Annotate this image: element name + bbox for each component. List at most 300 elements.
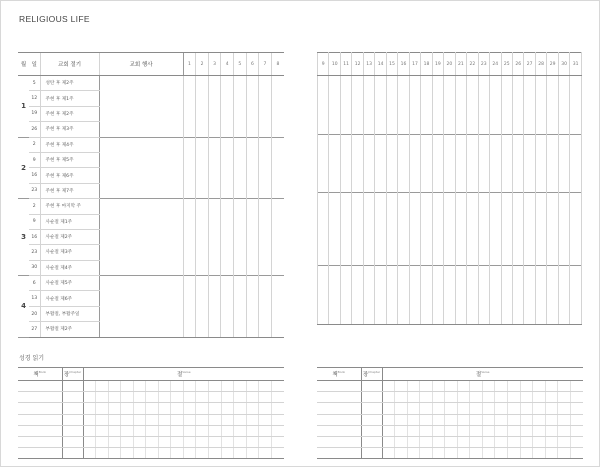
day-cell[interactable] bbox=[478, 236, 489, 250]
verse-cell[interactable] bbox=[432, 436, 445, 447]
day-cell[interactable] bbox=[490, 295, 501, 309]
day-cell[interactable] bbox=[340, 76, 351, 91]
day-cell[interactable] bbox=[340, 208, 351, 222]
day-cell[interactable] bbox=[444, 119, 455, 134]
day-cell[interactable] bbox=[221, 291, 234, 306]
verse-cell[interactable] bbox=[108, 414, 121, 425]
verse-cell[interactable] bbox=[570, 414, 583, 425]
day-cell[interactable] bbox=[386, 193, 397, 208]
verse-cell[interactable] bbox=[96, 392, 109, 403]
verse-cell[interactable] bbox=[407, 425, 420, 436]
day-cell[interactable] bbox=[467, 193, 478, 208]
verse-cell[interactable] bbox=[96, 403, 109, 414]
day-cell[interactable] bbox=[490, 105, 501, 119]
day-cell[interactable] bbox=[196, 183, 209, 198]
day-cell[interactable] bbox=[329, 236, 340, 250]
day-cell[interactable] bbox=[234, 245, 247, 260]
day-cell[interactable] bbox=[421, 149, 432, 163]
day-cell[interactable] bbox=[183, 260, 196, 275]
verse-cell[interactable] bbox=[420, 436, 433, 447]
day-cell[interactable] bbox=[547, 105, 558, 119]
day-cell[interactable] bbox=[318, 236, 329, 250]
day-cell[interactable] bbox=[375, 208, 386, 222]
book-cell[interactable] bbox=[317, 392, 361, 403]
day-cell[interactable] bbox=[432, 193, 443, 208]
day-cell[interactable] bbox=[455, 90, 466, 104]
day-cell[interactable] bbox=[246, 168, 259, 183]
chapter-cell[interactable] bbox=[62, 414, 83, 425]
day-cell[interactable] bbox=[558, 105, 569, 119]
day-cell[interactable] bbox=[352, 76, 363, 91]
verse-cell[interactable] bbox=[83, 381, 96, 392]
day-cell[interactable] bbox=[444, 105, 455, 119]
day-cell[interactable] bbox=[501, 222, 512, 236]
verse-cell[interactable] bbox=[495, 392, 508, 403]
day-cell[interactable] bbox=[234, 229, 247, 244]
day-cell[interactable] bbox=[259, 245, 272, 260]
verse-cell[interactable] bbox=[457, 448, 470, 459]
day-cell[interactable] bbox=[363, 163, 374, 177]
day-cell[interactable] bbox=[259, 183, 272, 198]
day-cell[interactable] bbox=[246, 199, 259, 214]
day-cell[interactable] bbox=[512, 163, 523, 177]
verse-cell[interactable] bbox=[96, 436, 109, 447]
day-cell[interactable] bbox=[558, 251, 569, 266]
verse-cell[interactable] bbox=[520, 425, 533, 436]
day-cell[interactable] bbox=[208, 306, 221, 321]
day-cell[interactable] bbox=[570, 266, 582, 281]
verse-cell[interactable] bbox=[470, 448, 483, 459]
verse-cell[interactable] bbox=[482, 425, 495, 436]
day-cell[interactable] bbox=[329, 222, 340, 236]
verse-cell[interactable] bbox=[221, 392, 234, 403]
day-cell[interactable] bbox=[246, 106, 259, 121]
day-cell[interactable] bbox=[467, 280, 478, 294]
day-cell[interactable] bbox=[386, 208, 397, 222]
verse-cell[interactable] bbox=[545, 436, 558, 447]
day-cell[interactable] bbox=[501, 178, 512, 193]
verse-cell[interactable] bbox=[121, 425, 134, 436]
verse-cell[interactable] bbox=[545, 403, 558, 414]
verse-cell[interactable] bbox=[208, 425, 221, 436]
verse-cell[interactable] bbox=[533, 448, 546, 459]
day-cell[interactable] bbox=[478, 222, 489, 236]
day-cell[interactable] bbox=[501, 280, 512, 294]
verse-cell[interactable] bbox=[133, 392, 146, 403]
verse-cell[interactable] bbox=[432, 414, 445, 425]
verse-cell[interactable] bbox=[507, 436, 520, 447]
day-cell[interactable] bbox=[421, 90, 432, 104]
day-cell[interactable] bbox=[524, 222, 535, 236]
day-cell[interactable] bbox=[398, 105, 409, 119]
day-cell[interactable] bbox=[535, 193, 546, 208]
day-cell[interactable] bbox=[535, 266, 546, 281]
day-cell[interactable] bbox=[363, 251, 374, 266]
day-cell[interactable] bbox=[208, 168, 221, 183]
verse-cell[interactable] bbox=[445, 381, 458, 392]
day-cell[interactable] bbox=[409, 280, 420, 294]
day-cell[interactable] bbox=[409, 208, 420, 222]
verse-cell[interactable] bbox=[271, 436, 284, 447]
day-cell[interactable] bbox=[558, 134, 569, 149]
day-cell[interactable] bbox=[386, 119, 397, 134]
verse-cell[interactable] bbox=[558, 448, 571, 459]
day-cell[interactable] bbox=[490, 280, 501, 294]
day-cell[interactable] bbox=[444, 222, 455, 236]
day-cell[interactable] bbox=[501, 119, 512, 134]
day-cell[interactable] bbox=[363, 90, 374, 104]
day-cell[interactable] bbox=[490, 149, 501, 163]
church-event-cell[interactable] bbox=[99, 106, 183, 121]
verse-cell[interactable] bbox=[208, 392, 221, 403]
day-cell[interactable] bbox=[196, 322, 209, 337]
day-cell[interactable] bbox=[444, 193, 455, 208]
day-cell[interactable] bbox=[208, 199, 221, 214]
verse-cell[interactable] bbox=[158, 448, 171, 459]
verse-cell[interactable] bbox=[520, 403, 533, 414]
verse-cell[interactable] bbox=[183, 381, 196, 392]
verse-cell[interactable] bbox=[183, 436, 196, 447]
day-cell[interactable] bbox=[196, 199, 209, 214]
verse-cell[interactable] bbox=[482, 392, 495, 403]
day-cell[interactable] bbox=[363, 76, 374, 91]
day-cell[interactable] bbox=[478, 90, 489, 104]
verse-cell[interactable] bbox=[208, 403, 221, 414]
day-cell[interactable] bbox=[535, 134, 546, 149]
day-cell[interactable] bbox=[196, 306, 209, 321]
verse-cell[interactable] bbox=[196, 436, 209, 447]
day-cell[interactable] bbox=[271, 291, 284, 306]
day-cell[interactable] bbox=[570, 149, 582, 163]
verse-cell[interactable] bbox=[96, 448, 109, 459]
verse-cell[interactable] bbox=[545, 414, 558, 425]
day-cell[interactable] bbox=[234, 183, 247, 198]
day-cell[interactable] bbox=[490, 236, 501, 250]
day-cell[interactable] bbox=[570, 134, 582, 149]
day-cell[interactable] bbox=[363, 222, 374, 236]
day-cell[interactable] bbox=[375, 251, 386, 266]
day-cell[interactable] bbox=[259, 106, 272, 121]
day-cell[interactable] bbox=[221, 229, 234, 244]
day-cell[interactable] bbox=[524, 193, 535, 208]
day-cell[interactable] bbox=[547, 163, 558, 177]
book-cell[interactable] bbox=[317, 436, 361, 447]
church-event-cell[interactable] bbox=[99, 214, 183, 229]
day-cell[interactable] bbox=[467, 134, 478, 149]
day-cell[interactable] bbox=[352, 222, 363, 236]
verse-cell[interactable] bbox=[171, 392, 184, 403]
verse-cell[interactable] bbox=[457, 403, 470, 414]
day-cell[interactable] bbox=[467, 266, 478, 281]
verse-cell[interactable] bbox=[121, 392, 134, 403]
day-cell[interactable] bbox=[524, 266, 535, 281]
church-event-cell[interactable] bbox=[99, 276, 183, 291]
verse-cell[interactable] bbox=[432, 448, 445, 459]
day-cell[interactable] bbox=[221, 106, 234, 121]
day-cell[interactable] bbox=[363, 149, 374, 163]
day-cell[interactable] bbox=[375, 149, 386, 163]
day-cell[interactable] bbox=[363, 178, 374, 193]
day-cell[interactable] bbox=[259, 291, 272, 306]
verse-cell[interactable] bbox=[246, 448, 259, 459]
day-cell[interactable] bbox=[329, 280, 340, 294]
day-cell[interactable] bbox=[455, 280, 466, 294]
day-cell[interactable] bbox=[318, 149, 329, 163]
day-cell[interactable] bbox=[246, 137, 259, 152]
verse-cell[interactable] bbox=[457, 414, 470, 425]
day-cell[interactable] bbox=[501, 90, 512, 104]
day-cell[interactable] bbox=[547, 280, 558, 294]
day-cell[interactable] bbox=[208, 276, 221, 291]
day-cell[interactable] bbox=[455, 163, 466, 177]
day-cell[interactable] bbox=[455, 149, 466, 163]
day-cell[interactable] bbox=[352, 236, 363, 250]
verse-cell[interactable] bbox=[108, 403, 121, 414]
day-cell[interactable] bbox=[444, 295, 455, 309]
day-cell[interactable] bbox=[398, 149, 409, 163]
verse-cell[interactable] bbox=[445, 448, 458, 459]
day-cell[interactable] bbox=[558, 295, 569, 309]
verse-cell[interactable] bbox=[457, 425, 470, 436]
day-cell[interactable] bbox=[340, 280, 351, 294]
day-cell[interactable] bbox=[570, 251, 582, 266]
day-cell[interactable] bbox=[386, 90, 397, 104]
day-cell[interactable] bbox=[340, 90, 351, 104]
day-cell[interactable] bbox=[432, 90, 443, 104]
day-cell[interactable] bbox=[501, 251, 512, 266]
day-cell[interactable] bbox=[386, 222, 397, 236]
day-cell[interactable] bbox=[329, 134, 340, 149]
day-cell[interactable] bbox=[246, 183, 259, 198]
day-cell[interactable] bbox=[352, 134, 363, 149]
verse-cell[interactable] bbox=[558, 381, 571, 392]
verse-cell[interactable] bbox=[158, 392, 171, 403]
day-cell[interactable] bbox=[421, 280, 432, 294]
church-event-cell[interactable] bbox=[99, 76, 183, 91]
day-cell[interactable] bbox=[363, 280, 374, 294]
day-cell[interactable] bbox=[329, 251, 340, 266]
day-cell[interactable] bbox=[271, 229, 284, 244]
day-cell[interactable] bbox=[547, 149, 558, 163]
day-cell[interactable] bbox=[512, 208, 523, 222]
day-cell[interactable] bbox=[375, 163, 386, 177]
day-cell[interactable] bbox=[467, 119, 478, 134]
day-cell[interactable] bbox=[386, 163, 397, 177]
verse-cell[interactable] bbox=[146, 392, 159, 403]
day-cell[interactable] bbox=[183, 91, 196, 106]
day-cell[interactable] bbox=[547, 309, 558, 324]
day-cell[interactable] bbox=[271, 322, 284, 337]
verse-cell[interactable] bbox=[171, 403, 184, 414]
day-cell[interactable] bbox=[467, 251, 478, 266]
verse-cell[interactable] bbox=[271, 381, 284, 392]
book-cell[interactable] bbox=[317, 448, 361, 459]
church-event-cell[interactable] bbox=[99, 260, 183, 275]
day-cell[interactable] bbox=[375, 266, 386, 281]
day-cell[interactable] bbox=[352, 193, 363, 208]
day-cell[interactable] bbox=[208, 291, 221, 306]
day-cell[interactable] bbox=[259, 276, 272, 291]
day-cell[interactable] bbox=[234, 291, 247, 306]
day-cell[interactable] bbox=[271, 306, 284, 321]
day-cell[interactable] bbox=[467, 309, 478, 324]
day-cell[interactable] bbox=[524, 295, 535, 309]
day-cell[interactable] bbox=[318, 251, 329, 266]
day-cell[interactable] bbox=[444, 208, 455, 222]
day-cell[interactable] bbox=[467, 149, 478, 163]
verse-cell[interactable] bbox=[83, 403, 96, 414]
verse-cell[interactable] bbox=[183, 403, 196, 414]
verse-cell[interactable] bbox=[108, 392, 121, 403]
day-cell[interactable] bbox=[455, 236, 466, 250]
book-cell[interactable] bbox=[18, 448, 62, 459]
day-cell[interactable] bbox=[421, 134, 432, 149]
verse-cell[interactable] bbox=[196, 392, 209, 403]
verse-cell[interactable] bbox=[121, 448, 134, 459]
day-cell[interactable] bbox=[478, 193, 489, 208]
verse-cell[interactable] bbox=[108, 425, 121, 436]
chapter-cell[interactable] bbox=[62, 448, 83, 459]
verse-cell[interactable] bbox=[83, 436, 96, 447]
verse-cell[interactable] bbox=[570, 381, 583, 392]
day-cell[interactable] bbox=[444, 90, 455, 104]
verse-cell[interactable] bbox=[445, 392, 458, 403]
day-cell[interactable] bbox=[547, 76, 558, 91]
verse-cell[interactable] bbox=[420, 392, 433, 403]
day-cell[interactable] bbox=[524, 178, 535, 193]
verse-cell[interactable] bbox=[246, 414, 259, 425]
verse-cell[interactable] bbox=[520, 381, 533, 392]
verse-cell[interactable] bbox=[495, 381, 508, 392]
day-cell[interactable] bbox=[208, 106, 221, 121]
verse-cell[interactable] bbox=[407, 381, 420, 392]
day-cell[interactable] bbox=[386, 134, 397, 149]
day-cell[interactable] bbox=[221, 260, 234, 275]
day-cell[interactable] bbox=[271, 122, 284, 137]
verse-cell[interactable] bbox=[507, 392, 520, 403]
verse-cell[interactable] bbox=[259, 414, 272, 425]
day-cell[interactable] bbox=[375, 222, 386, 236]
day-cell[interactable] bbox=[271, 214, 284, 229]
day-cell[interactable] bbox=[478, 119, 489, 134]
day-cell[interactable] bbox=[398, 280, 409, 294]
day-cell[interactable] bbox=[234, 322, 247, 337]
church-event-cell[interactable] bbox=[99, 122, 183, 137]
day-cell[interactable] bbox=[490, 119, 501, 134]
verse-cell[interactable] bbox=[234, 403, 247, 414]
verse-cell[interactable] bbox=[545, 392, 558, 403]
day-cell[interactable] bbox=[318, 178, 329, 193]
day-cell[interactable] bbox=[490, 163, 501, 177]
day-cell[interactable] bbox=[409, 309, 420, 324]
verse-cell[interactable] bbox=[259, 436, 272, 447]
verse-cell[interactable] bbox=[183, 392, 196, 403]
verse-cell[interactable] bbox=[171, 448, 184, 459]
verse-cell[interactable] bbox=[146, 403, 159, 414]
day-cell[interactable] bbox=[329, 208, 340, 222]
day-cell[interactable] bbox=[421, 309, 432, 324]
day-cell[interactable] bbox=[444, 280, 455, 294]
day-cell[interactable] bbox=[259, 260, 272, 275]
day-cell[interactable] bbox=[432, 149, 443, 163]
day-cell[interactable] bbox=[490, 193, 501, 208]
day-cell[interactable] bbox=[363, 266, 374, 281]
day-cell[interactable] bbox=[398, 178, 409, 193]
day-cell[interactable] bbox=[570, 236, 582, 250]
day-cell[interactable] bbox=[183, 137, 196, 152]
day-cell[interactable] bbox=[512, 149, 523, 163]
day-cell[interactable] bbox=[421, 251, 432, 266]
day-cell[interactable] bbox=[535, 149, 546, 163]
verse-cell[interactable] bbox=[271, 448, 284, 459]
day-cell[interactable] bbox=[490, 178, 501, 193]
day-cell[interactable] bbox=[375, 178, 386, 193]
verse-cell[interactable] bbox=[558, 403, 571, 414]
day-cell[interactable] bbox=[234, 137, 247, 152]
day-cell[interactable] bbox=[432, 163, 443, 177]
day-cell[interactable] bbox=[398, 163, 409, 177]
verse-cell[interactable] bbox=[246, 392, 259, 403]
day-cell[interactable] bbox=[409, 105, 420, 119]
verse-cell[interactable] bbox=[382, 448, 395, 459]
verse-cell[interactable] bbox=[234, 414, 247, 425]
day-cell[interactable] bbox=[547, 295, 558, 309]
day-cell[interactable] bbox=[432, 105, 443, 119]
day-cell[interactable] bbox=[409, 236, 420, 250]
day-cell[interactable] bbox=[524, 236, 535, 250]
day-cell[interactable] bbox=[271, 152, 284, 167]
day-cell[interactable] bbox=[512, 119, 523, 134]
day-cell[interactable] bbox=[196, 152, 209, 167]
day-cell[interactable] bbox=[547, 251, 558, 266]
church-event-cell[interactable] bbox=[99, 245, 183, 260]
day-cell[interactable] bbox=[340, 236, 351, 250]
verse-cell[interactable] bbox=[259, 392, 272, 403]
day-cell[interactable] bbox=[421, 178, 432, 193]
day-cell[interactable] bbox=[558, 266, 569, 281]
day-cell[interactable] bbox=[467, 295, 478, 309]
verse-cell[interactable] bbox=[545, 381, 558, 392]
verse-cell[interactable] bbox=[520, 414, 533, 425]
verse-cell[interactable] bbox=[259, 403, 272, 414]
day-cell[interactable] bbox=[375, 119, 386, 134]
day-cell[interactable] bbox=[501, 76, 512, 91]
day-cell[interactable] bbox=[432, 76, 443, 91]
verse-cell[interactable] bbox=[382, 381, 395, 392]
day-cell[interactable] bbox=[271, 137, 284, 152]
day-cell[interactable] bbox=[547, 90, 558, 104]
day-cell[interactable] bbox=[444, 236, 455, 250]
day-cell[interactable] bbox=[363, 236, 374, 250]
verse-cell[interactable] bbox=[482, 414, 495, 425]
verse-cell[interactable] bbox=[271, 425, 284, 436]
day-cell[interactable] bbox=[512, 266, 523, 281]
day-cell[interactable] bbox=[512, 76, 523, 91]
verse-cell[interactable] bbox=[558, 414, 571, 425]
day-cell[interactable] bbox=[221, 245, 234, 260]
day-cell[interactable] bbox=[386, 309, 397, 324]
book-cell[interactable] bbox=[317, 403, 361, 414]
day-cell[interactable] bbox=[570, 309, 582, 324]
day-cell[interactable] bbox=[558, 236, 569, 250]
day-cell[interactable] bbox=[208, 245, 221, 260]
day-cell[interactable] bbox=[259, 152, 272, 167]
verse-cell[interactable] bbox=[457, 381, 470, 392]
day-cell[interactable] bbox=[501, 163, 512, 177]
day-cell[interactable] bbox=[259, 76, 272, 91]
verse-cell[interactable] bbox=[445, 403, 458, 414]
verse-cell[interactable] bbox=[407, 414, 420, 425]
